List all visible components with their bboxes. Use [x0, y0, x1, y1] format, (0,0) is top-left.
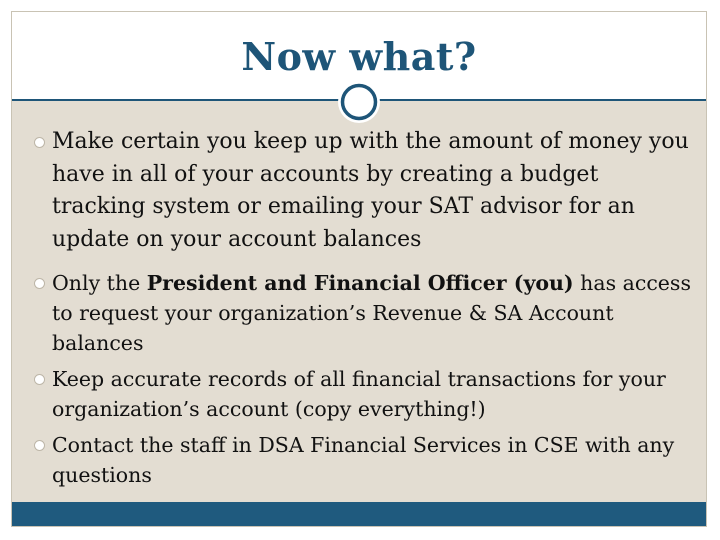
bullet-text: Contact the staff in DSA Financial Services in CSE with any questions: [52, 433, 675, 487]
bullet-text-bold: President and Financial Officer (you): [146, 271, 574, 295]
slide-title: Now what?: [241, 34, 477, 79]
bullet-text-prefix: Only the: [52, 271, 147, 295]
bullet-text-suffix: has access to request your organization’s Revenue & SA Account balances: [52, 271, 691, 355]
slide-frame: [11, 11, 707, 527]
bullet-text: Make certain you keep up with the amount of money you have in all of your accounts by creating a budget tracking system or emailing your SAT advisor for an update on your account balances: [52, 129, 689, 252]
bullet-text: Keep accurate records of all financial transactions for your organization’s account (copy everything!): [52, 367, 666, 421]
